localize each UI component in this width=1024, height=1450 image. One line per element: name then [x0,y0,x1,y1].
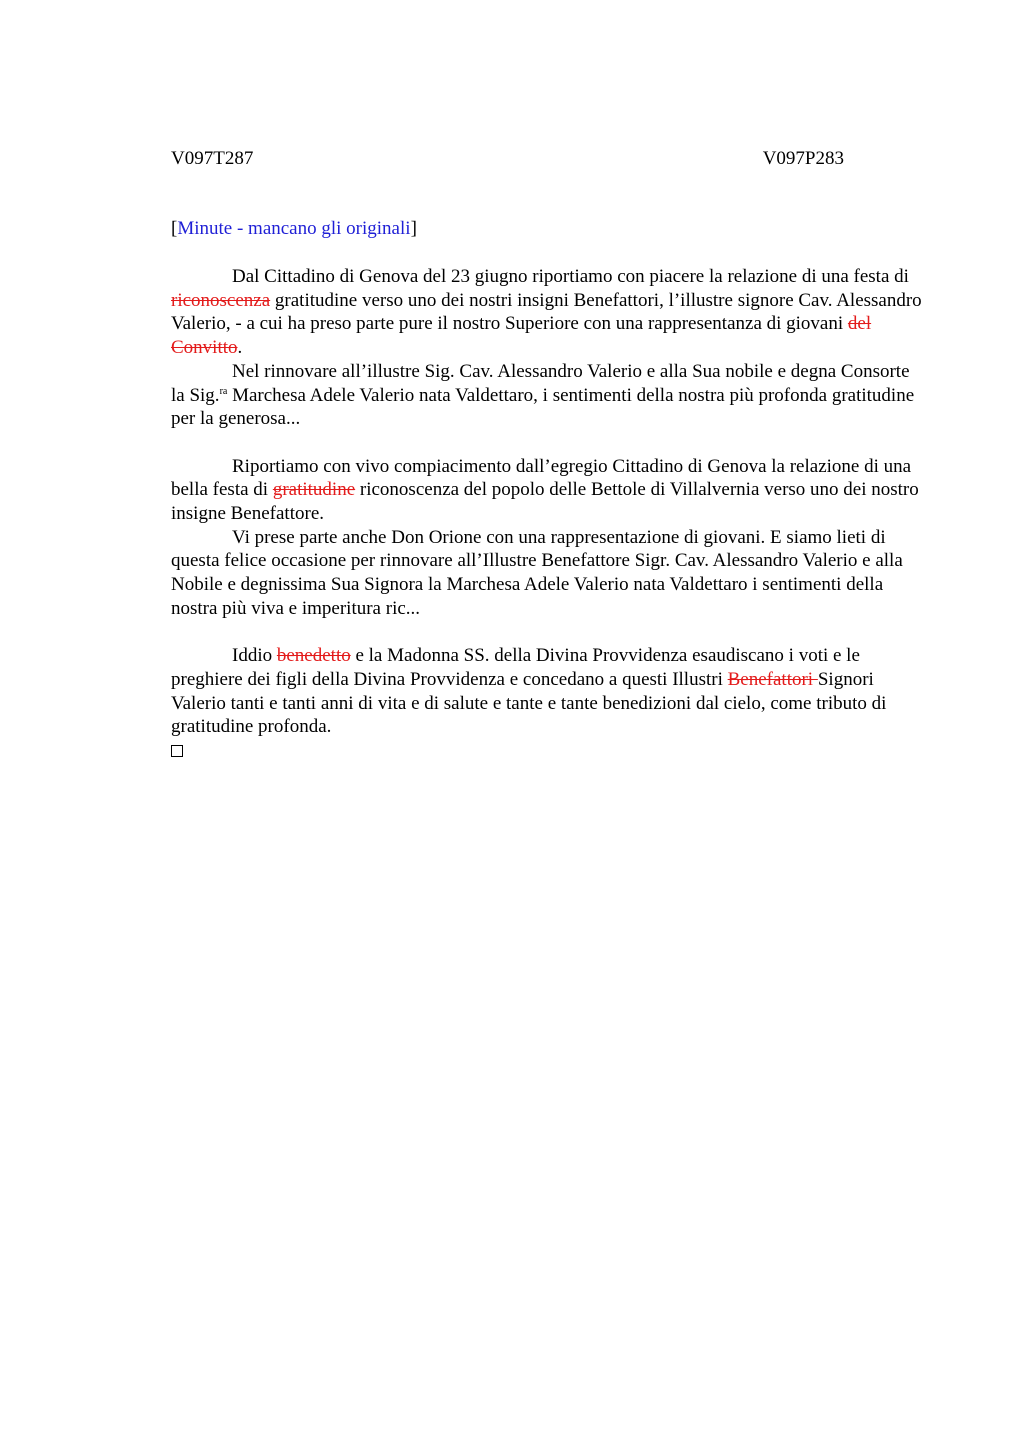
paragraph-2-text-b: Marchesa Adele Valerio nata Valdettaro, i sentimenti della nostra più profonda gratitudine per la generosa... [171,384,915,430]
document-page [171,0,931,1450]
paragraph-5 [171,644,923,739]
paragraph-5-text-b: e la Madonna SS. della Divina Provvidenza esaudiscano i voti e le preghiere dei figli della Divina Provvidenza e concedano a questi Illustri [171,645,860,690]
paragraph-3-text-a: Riportiamo con vivo compiacimento dall’egregio Cittadino di Genova la relazione di una bella festa di [171,455,912,501]
note-open-bracket: [ [171,218,178,239]
empty-square-icon [171,745,183,757]
note-text: Minute - mancano gli originali [177,218,411,239]
superscript: ra [219,385,228,397]
paragraph-gap [171,431,923,455]
paragraph-5-text-c: Signori Valerio tanti e tanti anni di vita e di salute e tante e tante benedizioni dal cielo, come tributo di gratitudine profonda. [171,668,887,738]
paragraph-3 [171,455,923,526]
header-right-code: V097P283 [762,148,844,169]
deleted-word: del Convitto [171,313,872,359]
paragraph-4: Vi prese parte anche Don Orione con una rappresentazione di giovani. E siamo lieti di questa felice occasione per rinnovare all’Illustre Benefattore Sigr. Cav. Alessandro Valerio e alla Nobile e degnissima Sua Signora la Marchesa Adele Valerio nata Valdettaro i sentimenti della nostra più viva e imperitura ric... [171,526,903,619]
deleted-word: gratitudine [272,479,356,501]
paragraph-1 [171,265,923,360]
document-body [171,265,923,757]
paragraph-2 [171,360,923,431]
paragraph-1-text-a: Dal Cittadino di Genova del 23 giugno riportiamo con piacere la relazione di una festa di [232,266,909,287]
deleted-word: benedetto [276,645,351,667]
paragraph-1-text-b: gratitudine verso uno dei nostri insigni Benefattori, l’illustre signore Cav. Alessandro Valerio, - a cui ha preso parte pure il nostro Superiore con una rappresentanza di giovani [171,289,922,335]
deleted-word: Benefattori [727,668,818,690]
paragraph-2-text-a: Nel rinnovare all’illustre Sig. Cav. Alessandro Valerio e alla Sua nobile e degna Consorte la Sig. [171,360,910,406]
editorial-note [171,217,417,241]
paragraph-1-text-c: . [237,337,243,359]
header-left-code: V097T287 [171,148,254,169]
document-header [171,147,844,171]
paragraph-gap [171,621,923,645]
paragraph-3-text-b: riconoscenza del popolo delle Bettole di Villalvernia verso uno dei nostro insigne Benefattore. [171,479,919,525]
note-close-bracket: ] [410,218,417,239]
paragraph-5-text-a: Iddio [232,645,277,667]
deleted-word: riconoscenza [171,289,271,311]
